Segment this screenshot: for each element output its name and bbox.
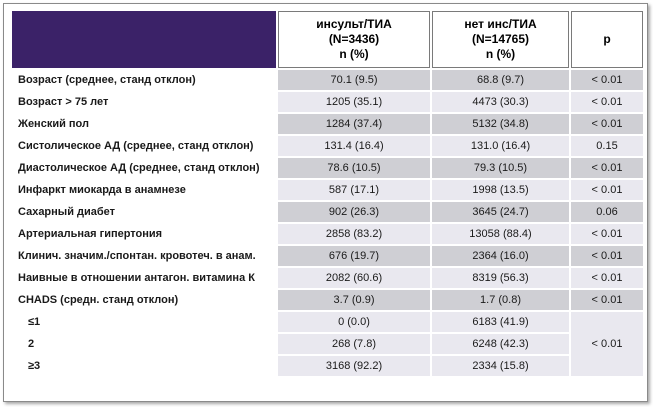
cell-stroke-tia: 70.1 (9.5) xyxy=(278,70,430,90)
cell-stroke-tia: 1205 (35.1) xyxy=(278,92,430,112)
cell-no-stroke-tia: 6248 (42.3) xyxy=(432,334,569,354)
header-no-stroke-tia-unit: n (%) xyxy=(485,47,516,61)
cell-p: < 0.01 xyxy=(571,290,643,310)
row-label: ≥3 xyxy=(12,356,276,376)
header-stroke-tia-unit: n (%) xyxy=(339,47,369,61)
header-row xyxy=(12,11,643,68)
cell-no-stroke-tia: 1.7 (0.8) xyxy=(432,290,569,310)
row-label: 2 xyxy=(12,334,276,354)
cell-no-stroke-tia: 6183 (41.9) xyxy=(432,312,569,332)
cell-no-stroke-tia: 8319 (56.3) xyxy=(432,268,569,288)
cell-p: < 0.01 xyxy=(571,158,643,178)
cell-p: < 0.01 xyxy=(571,92,643,112)
header-no-stroke-tia-n: (N=14765) xyxy=(471,32,530,46)
table-row xyxy=(12,334,643,354)
row-label: Женский пол xyxy=(12,114,276,134)
cell-no-stroke-tia: 68.8 (9.7) xyxy=(432,70,569,90)
table-row xyxy=(12,70,643,90)
cell-stroke-tia: 78.6 (10.5) xyxy=(278,158,430,178)
table-row xyxy=(12,158,643,178)
row-label: Возраст > 75 лет xyxy=(12,92,276,112)
table-row xyxy=(12,268,643,288)
header-stroke-tia xyxy=(278,11,430,68)
cell-no-stroke-tia: 1998 (13.5) xyxy=(432,180,569,200)
table-row xyxy=(12,180,643,200)
cell-p-chads-groups: < 0.01 xyxy=(571,312,643,376)
row-label: Диастолическое АД (среднее, станд отклон) xyxy=(12,158,276,178)
cell-no-stroke-tia: 13058 (88.4) xyxy=(432,224,569,244)
table-row xyxy=(12,356,643,376)
cell-p: 0.15 xyxy=(571,136,643,156)
cell-p: 0.06 xyxy=(571,202,643,222)
cell-stroke-tia: 902 (26.3) xyxy=(278,202,430,222)
table-frame xyxy=(3,3,648,402)
table-row xyxy=(12,224,643,244)
table-row xyxy=(12,114,643,134)
row-label: Наивные в отношении антагон. витамина К xyxy=(12,268,276,288)
table-row xyxy=(12,312,643,332)
header-corner xyxy=(12,11,276,68)
header-stroke-tia-n: (N=3436) xyxy=(328,32,380,46)
table-row xyxy=(12,202,643,222)
row-label: Возраст (среднее, станд отклон) xyxy=(12,70,276,90)
cell-p: < 0.01 xyxy=(571,224,643,244)
cell-stroke-tia: 2858 (83.2) xyxy=(278,224,430,244)
table-row xyxy=(12,290,643,310)
cell-no-stroke-tia: 2364 (16.0) xyxy=(432,246,569,266)
cell-stroke-tia: 3168 (92.2) xyxy=(278,356,430,376)
baseline-characteristics-table xyxy=(10,9,645,378)
cell-p: < 0.01 xyxy=(571,268,643,288)
cell-p: < 0.01 xyxy=(571,70,643,90)
cell-stroke-tia: 676 (19.7) xyxy=(278,246,430,266)
cell-stroke-tia: 2082 (60.6) xyxy=(278,268,430,288)
cell-p: < 0.01 xyxy=(571,180,643,200)
table-row xyxy=(12,136,643,156)
cell-stroke-tia: 587 (17.1) xyxy=(278,180,430,200)
table-row xyxy=(12,92,643,112)
row-label: Артериальная гипертония xyxy=(12,224,276,244)
row-label: Сахарный диабет xyxy=(12,202,276,222)
cell-stroke-tia: 268 (7.8) xyxy=(278,334,430,354)
header-stroke-tia-title: инсульт/ТИА xyxy=(316,17,392,31)
cell-stroke-tia: 0 (0.0) xyxy=(278,312,430,332)
cell-stroke-tia: 3.7 (0.9) xyxy=(278,290,430,310)
cell-no-stroke-tia: 5132 (34.8) xyxy=(432,114,569,134)
cell-stroke-tia: 1284 (37.4) xyxy=(278,114,430,134)
table-row xyxy=(12,246,643,266)
row-label: Клинич. значим./спонтан. кровотеч. в анам. xyxy=(12,246,276,266)
row-label: ≤1 xyxy=(12,312,276,332)
cell-p: < 0.01 xyxy=(571,246,643,266)
row-label: Инфаркт миокарда в анамнезе xyxy=(12,180,276,200)
cell-no-stroke-tia: 3645 (24.7) xyxy=(432,202,569,222)
cell-no-stroke-tia: 79.3 (10.5) xyxy=(432,158,569,178)
header-p: p xyxy=(571,11,643,68)
row-label: Систолическое АД (среднее, станд отклон) xyxy=(12,136,276,156)
row-label: CHADS (средн. станд отклон) xyxy=(12,290,276,310)
header-no-stroke-tia-title: нет инс/ТИА xyxy=(464,17,537,31)
header-no-stroke-tia xyxy=(432,11,569,68)
cell-no-stroke-tia: 131.0 (16.4) xyxy=(432,136,569,156)
cell-stroke-tia: 131.4 (16.4) xyxy=(278,136,430,156)
cell-no-stroke-tia: 2334 (15.8) xyxy=(432,356,569,376)
cell-no-stroke-tia: 4473 (30.3) xyxy=(432,92,569,112)
cell-p: < 0.01 xyxy=(571,114,643,134)
